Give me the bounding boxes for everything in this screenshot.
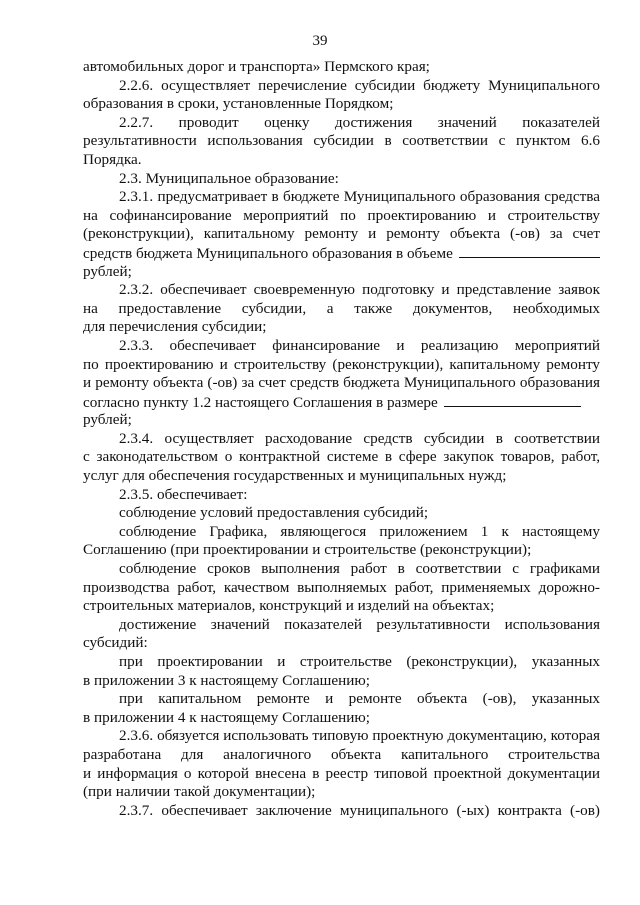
- text-line-content: (при наличии такой документации);: [83, 783, 316, 801]
- text-line-content: при проектировании и строительстве (реконструкции), указанных: [119, 653, 600, 670]
- text-line-content: соблюдение условий предоставления субсидий;: [119, 504, 429, 522]
- text-line-content: рублей;: [83, 262, 132, 280]
- text-line-content: Соглашению (при проектировании и строительстве (реконструкции);: [83, 541, 532, 559]
- text-line: [83, 170, 600, 189]
- text-line-content: на предоставление субсидии, а также документов, необходимых: [83, 299, 600, 317]
- text-line: [83, 337, 600, 356]
- text-line: [83, 709, 600, 728]
- text-line: [83, 448, 600, 467]
- text-line: [83, 300, 600, 319]
- text-line-content: субсидий:: [83, 634, 148, 652]
- text-line-content: результативности использования субсидии в соответствии с пунктом 6.6: [83, 132, 600, 150]
- text-line-content: 2.3.1. предусматривает в бюджете Муниципального образования средства: [119, 188, 600, 206]
- text-line-content: на софинансирование мероприятий по проектированию и строительству: [83, 206, 600, 224]
- text-line: [83, 746, 600, 765]
- text-line-content: и ремонту объекта (-ов) за счет средств бюджета Муниципального образования: [83, 374, 600, 392]
- text-line-content: рублей;: [83, 411, 132, 429]
- text-line-content: 2.3.6. обязуется использовать типовую проектную документацию, которая: [119, 727, 600, 745]
- text-line: [83, 672, 600, 691]
- text-line-content: Порядка.: [83, 150, 142, 168]
- text-line: [83, 783, 600, 802]
- text-line-content: образования в сроки, установленные Порядком;: [83, 95, 394, 113]
- text-line: [83, 765, 600, 784]
- text-line-content: производства работ, качеством выполняемых работ, применяемых дорожно-: [83, 578, 600, 596]
- text-line: [83, 560, 600, 579]
- text-line: [83, 597, 600, 616]
- text-line: [83, 318, 600, 337]
- text-line: [83, 188, 600, 207]
- text-line: [83, 244, 600, 263]
- text-line-content: соблюдение Графика, являющегося приложением 1 к настоящему: [119, 522, 600, 540]
- text-line-content: 2.3.5. обеспечивает:: [119, 485, 248, 503]
- text-line: [83, 95, 600, 114]
- text-line-content: для перечисления субсидии;: [83, 318, 267, 336]
- text-line-content: при капитальном ремонте и ремонте объекта (-ов), указанных: [119, 690, 600, 708]
- text-line: [83, 430, 600, 449]
- text-line-content: строительных материалов, конструкций и изделий на объектах;: [83, 597, 495, 615]
- text-line-content: (реконструкции), капитальному ремонту и ремонту объекта (-ов) за счет: [83, 225, 600, 243]
- text-line: [83, 504, 600, 523]
- text-line-content: по проектированию и строительству (реконструкции), капитальному ремонту: [83, 355, 600, 373]
- text-line-content: 2.3. Муниципальное образование:: [119, 169, 339, 187]
- text-line-content: 2.3.4. осуществляет расходование средств субсидии в соответствии: [119, 429, 600, 447]
- text-line-content: в приложении 4 к настоящему Соглашению;: [83, 708, 370, 726]
- text-line: [83, 263, 600, 282]
- text-line-content: услуг для обеспечения государственных и муниципальных нужд;: [83, 467, 507, 485]
- text-line: [83, 77, 600, 96]
- text-line-content: 2.2.6. осуществляет перечисление субсидии бюджету Муниципального: [119, 76, 600, 94]
- text-line: [83, 486, 600, 505]
- text-line: [83, 411, 600, 430]
- text-line-content: разработана для аналогичного объекта капитального строительства: [83, 745, 600, 763]
- text-line-content: в приложении 3 к настоящему Соглашению;: [83, 671, 370, 689]
- text-line: [83, 541, 600, 560]
- text-line-content: и информация о которой внесена в реестр типовой проектной документации: [83, 764, 600, 782]
- text-line-content: с законодательством о контрактной системе в сфере закупок товаров, работ,: [83, 448, 600, 466]
- text-line-content: автомобильных дорог и транспорта» Пермского края;: [83, 58, 430, 75]
- text-line-content: 2.3.2. обеспечивает своевременную подготовку и представление заявок: [119, 281, 600, 299]
- text-line: [83, 132, 600, 151]
- text-line: [83, 207, 600, 226]
- text-line: [83, 58, 600, 77]
- text-line: [83, 225, 600, 244]
- text-line: [83, 802, 600, 821]
- text-line-content: 2.3.3. обеспечивает финансирование и реализацию мероприятий: [119, 336, 600, 354]
- text-line: [83, 467, 600, 486]
- fill-in-blank: [459, 244, 600, 258]
- text-line-content: достижение значений показателей результативности использования: [119, 615, 600, 633]
- document-body: [83, 58, 600, 820]
- text-line-content: соблюдение сроков выполнения работ в соответствии с графиками: [119, 560, 600, 578]
- text-line-content: 2.2.7. проводит оценку достижения значений показателей: [119, 113, 600, 131]
- text-line: [83, 653, 600, 672]
- page-number: 39: [312, 33, 328, 49]
- text-line: [83, 727, 600, 746]
- text-line: [83, 114, 600, 133]
- text-line: [83, 393, 600, 412]
- text-line-content: 2.3.7. обеспечивает заключение муниципального (-ых) контракта (-ов): [119, 801, 600, 819]
- text-line: [83, 151, 600, 170]
- text-line: [83, 281, 600, 300]
- text-line: [83, 523, 600, 542]
- text-line: [83, 690, 600, 709]
- fill-in-blank: [444, 393, 581, 407]
- text-line: [83, 579, 600, 598]
- text-line: [83, 374, 600, 393]
- text-line: [83, 616, 600, 635]
- text-line: [83, 356, 600, 375]
- text-line: [83, 634, 600, 653]
- text-line-content: согласно пункту 1.2 настоящего Соглашения в размере: [83, 393, 438, 411]
- text-line-content: средств бюджета Муниципального образования в объеме: [83, 244, 453, 262]
